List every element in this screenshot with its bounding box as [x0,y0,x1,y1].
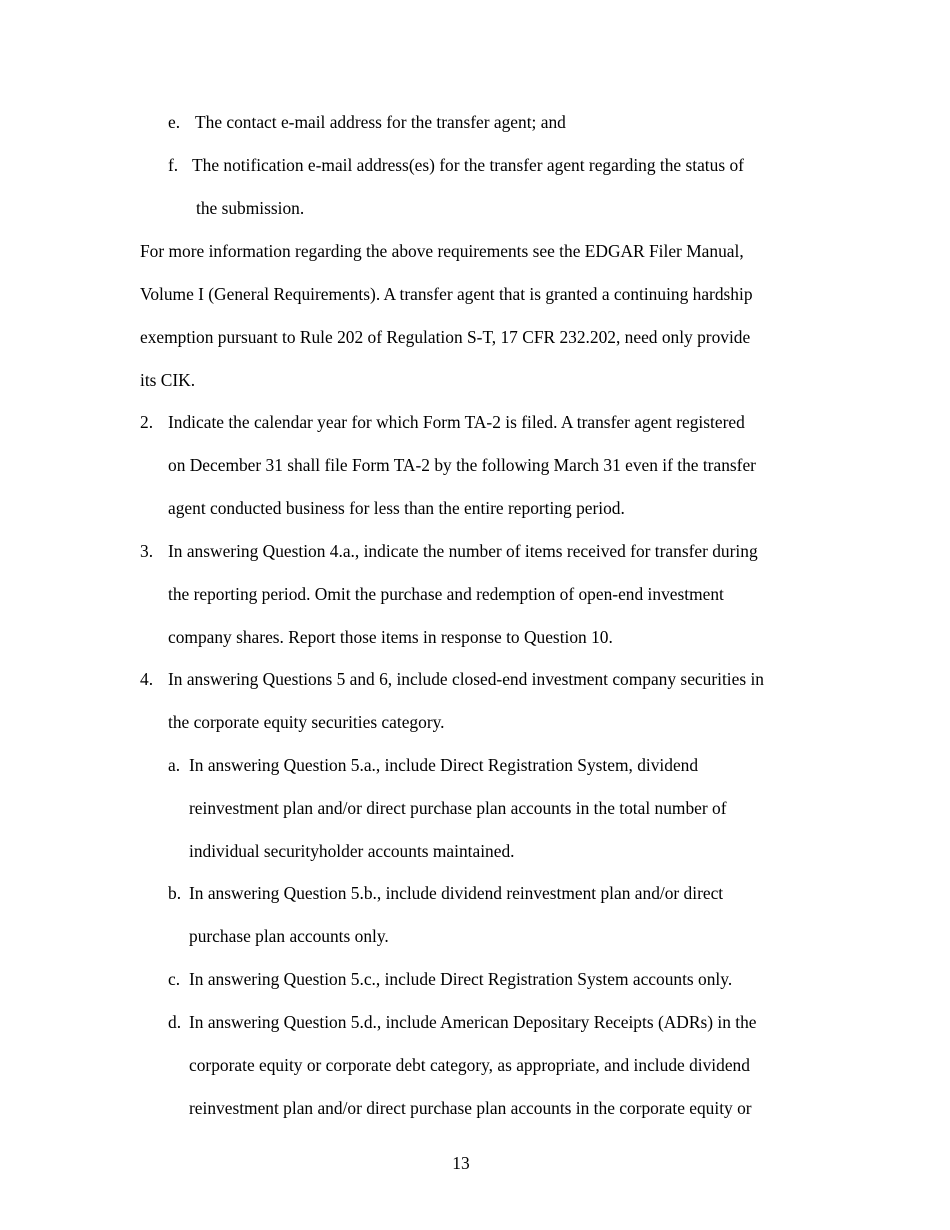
item-a-line-2: reinvestment plan and/or direct purchase plan accounts in the total number of [189,798,727,818]
list-marker-a: a. [168,755,181,775]
item-f-line-1: The notification e-mail address(es) for the transfer agent regarding the status of [192,155,744,175]
item-4-line-2: the corporate equity securities category. [168,712,445,732]
item-2-line-2: on December 31 shall file Form TA-2 by the following March 31 even if the transfer [168,455,756,475]
list-marker-e: e. [168,112,181,132]
item-f-line-2: the submission. [196,198,305,218]
list-marker-3: 3. [140,541,154,561]
item-3-line-2: the reporting period. Omit the purchase and redemption of open-end investment [168,584,724,604]
list-marker-2: 2. [140,412,154,432]
paragraph-line-3: exemption pursuant to Rule 202 of Regulation S-T, 17 CFR 232.202, need only provide [140,327,751,347]
item-2-line-3: agent conducted business for less than the entire reporting period. [168,498,625,518]
item-3-line-3: company shares. Report those items in response to Question 10. [168,627,613,647]
page-number: 13 [452,1153,470,1173]
item-b-line-1: In answering Question 5.b., include dividend reinvestment plan and/or direct [189,883,724,903]
item-c-line-1: In answering Question 5.c., include Direct Registration System accounts only. [189,969,733,989]
paragraph-line-4: its CIK. [140,370,196,390]
item-d-line-1: In answering Question 5.d., include American Depositary Receipts (ADRs) in the [189,1012,757,1032]
item-4-line-1: In answering Questions 5 and 6, include closed-end investment company securities in [168,669,764,689]
item-3-line-1: In answering Question 4.a., indicate the number of items received for transfer during [168,541,758,561]
paragraph-line-1: For more information regarding the above requirements see the EDGAR Filer Manual, [140,241,744,261]
item-a-line-1: In answering Question 5.a., include Direct Registration System, dividend [189,755,699,775]
item-b-line-2: purchase plan accounts only. [189,926,389,946]
item-a-line-3: individual securityholder accounts maintained. [189,841,515,861]
list-marker-f: f. [168,155,179,175]
list-marker-4: 4. [140,669,154,689]
item-d-line-2: corporate equity or corporate debt category, as appropriate, and include dividend [189,1055,750,1075]
list-marker-c: c. [168,969,181,989]
list-marker-d: d. [168,1012,182,1032]
paragraph-line-2: Volume I (General Requirements). A transfer agent that is granted a continuing hardship [140,284,753,304]
list-marker-b: b. [168,883,182,903]
item-d-line-3: reinvestment plan and/or direct purchase plan accounts in the corporate equity or [189,1098,752,1118]
item-e-line-1: The contact e-mail address for the transfer agent; and [195,112,566,132]
item-2-line-1: Indicate the calendar year for which Form TA-2 is filed. A transfer agent registered [168,412,745,432]
